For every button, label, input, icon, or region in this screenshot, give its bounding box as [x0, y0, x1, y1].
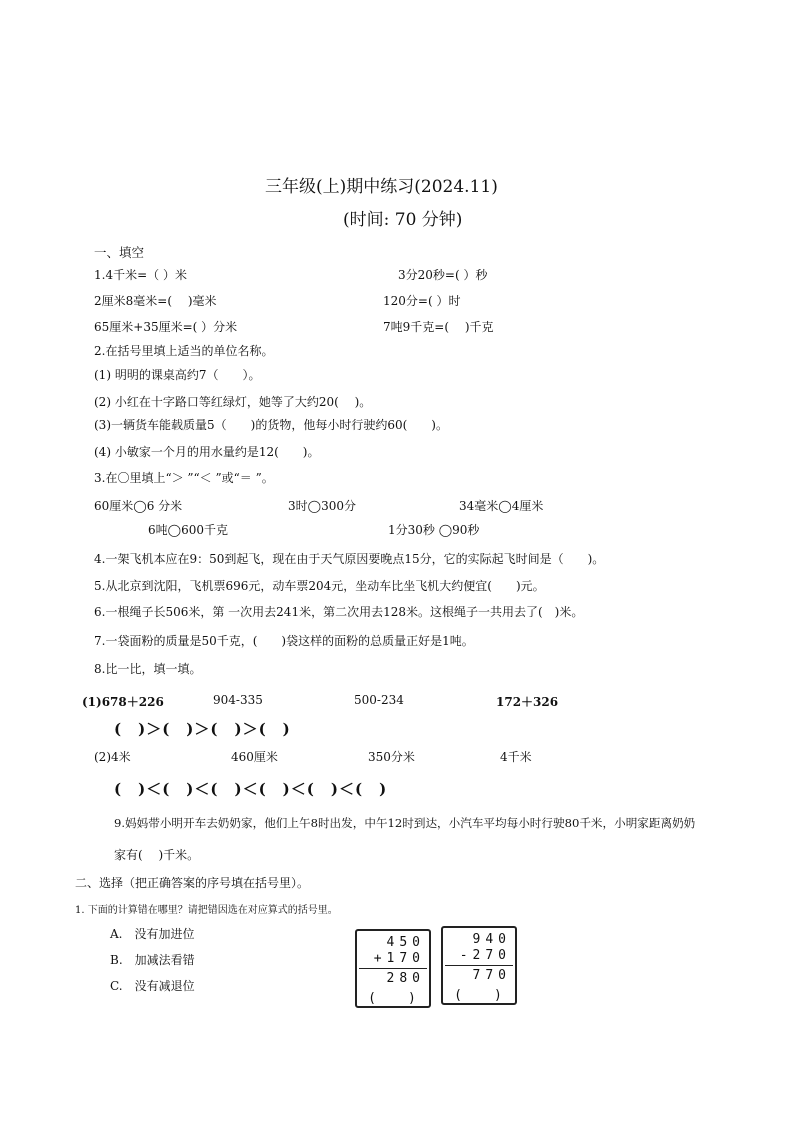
- q4: 4.一架飞机本应在9：50到起飞，现在由于天气原因要晚点15分，它的实际起飞时间是（ )。: [94, 552, 605, 566]
- q3-item-c: 34毫米◯4厘米: [459, 499, 544, 513]
- calc2-mid: -270: [459, 948, 511, 963]
- section2-q1-stem: 1. 下面的计算错在哪里？请把错因选在对应算式的括号里。: [75, 905, 338, 916]
- q2-stem: 2.在括号里填上适当的单位名称。: [94, 344, 274, 358]
- q1-item-d: 120分=( ）时: [383, 294, 461, 308]
- q8-row1-expr-3: 500-234: [354, 693, 404, 707]
- q8-row2-item-4: 4千米: [500, 750, 532, 764]
- calc1-answer-paren: ( ): [368, 991, 418, 1006]
- q1-item-e: 65厘米+35厘米=( ）分米: [94, 320, 238, 334]
- q1-item-c: 2厘米8毫米=( )毫米: [94, 294, 217, 308]
- option-c: C. 没有减退位: [110, 979, 195, 993]
- calc-card-2: [441, 926, 517, 1005]
- calc1-mid: +170: [373, 951, 425, 966]
- option-b: B. 加减法看错: [110, 953, 195, 967]
- q3-item-a: 60厘米◯6 分米: [94, 499, 183, 513]
- q9-line-2: 家有( )千米。: [114, 848, 200, 862]
- q9-line-1: 9.妈妈带小明开车去奶奶家，他们上午8时出发，中午12时到达，小汽车平均每小时行驶80千米，小明家距离奶奶: [114, 816, 696, 830]
- q7: 7.一袋面粉的质量是50千克，( )袋这样的面粉的总质量正好是1吨。: [94, 634, 474, 648]
- calc2-rule: [445, 965, 513, 966]
- section2-heading: 二、选择（把正确答案的序号填在括号里）。: [75, 876, 310, 890]
- q1-item-b: 3分20秒=( ）秒: [398, 268, 488, 282]
- q8-row2-item-2: 460厘米: [231, 750, 278, 764]
- q2-sub-3: (3)一辆货车能载质量5（ )的货物，他每小时行驶约60( )。: [94, 418, 448, 432]
- q8-row1-blanks: ( )＞( )＞( )＞( ): [114, 720, 291, 738]
- q2-sub-4: (4) 小敏家一个月的用水量约是12( )。: [94, 445, 320, 459]
- q8-row2-item-1: (2)4米: [94, 750, 131, 764]
- section1-heading: 一、填空: [94, 245, 145, 260]
- page-subtitle: (时间: 70 分钟): [343, 210, 463, 230]
- q5: 5.从北京到沈阳，飞机票696元，动车票204元，坐动车比坐飞机大约便宜( )元。: [94, 579, 545, 593]
- page-title: 三年级(上)期中练习(2024.11): [265, 177, 498, 197]
- q3-item-e: 1分30秒 ◯90秒: [388, 523, 480, 537]
- q8-row1-expr-1: (1)678＋226: [82, 695, 164, 709]
- q8-row1-expr-4: 172＋326: [496, 695, 559, 709]
- q3-stem: 3.在〇里填上“＞ ”“＜ ”或“＝ ”。: [94, 471, 274, 485]
- q8-stem: 8.比一比，填一填。: [94, 662, 202, 676]
- q6: 6.一根绳子长506米，第 一次用去241米，第二次用去128米。这根绳子一共用去了( )米。: [94, 605, 584, 619]
- calc-card-1: [355, 929, 431, 1008]
- q8-row2-blanks: ( )＜( )＜( )＜( )＜( )＜( ): [114, 780, 388, 798]
- q2-sub-1: (1) 明明的课桌高约7（ ）。: [94, 368, 261, 382]
- q8-row2-item-3: 350分米: [368, 750, 415, 764]
- calc1-result: 280: [386, 971, 425, 986]
- option-a: A. 没有加进位: [110, 927, 195, 941]
- q3-item-d: 6吨◯600千克: [148, 523, 228, 537]
- q1-item-a: 1.4千米=（ ）米: [94, 268, 187, 282]
- calc1-top: 450: [386, 935, 425, 950]
- calc1-rule: [359, 968, 427, 969]
- calc2-answer-paren: ( ): [454, 988, 504, 1003]
- q1-item-f: 7吨9千克=( )千克: [383, 320, 494, 334]
- q3-item-b: 3时◯300分: [288, 499, 356, 513]
- calc2-result: 770: [472, 968, 511, 983]
- q2-sub-2: (2) 小红在十字路口等红绿灯，她等了大约20( )。: [94, 395, 372, 409]
- q8-row1-expr-2: 904-335: [213, 693, 263, 707]
- calc2-top: 940: [472, 932, 511, 947]
